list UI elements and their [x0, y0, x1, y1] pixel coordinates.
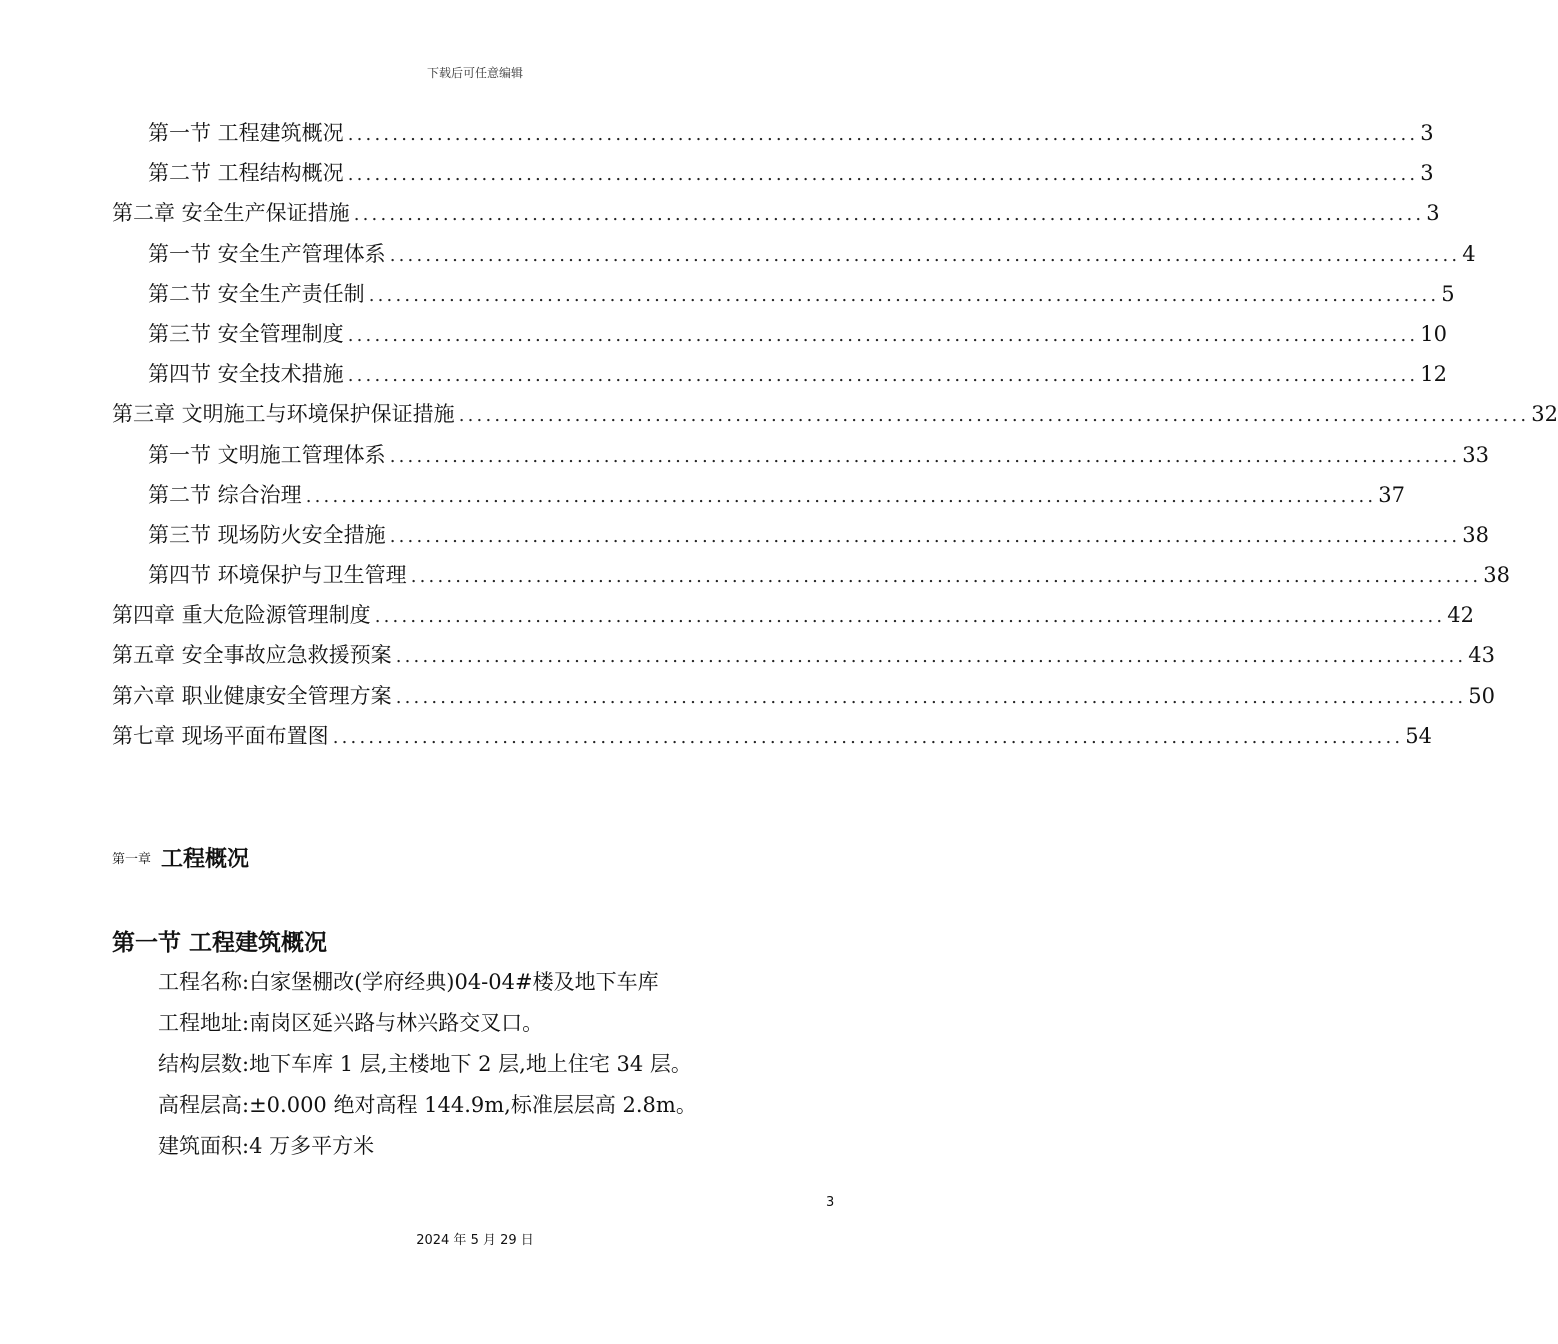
toc-entry-page: 5: [1441, 281, 1455, 306]
toc-entry-title: 第二节 工程结构概况: [148, 161, 344, 186]
toc-entry-title: 第一节 文明施工管理体系: [148, 442, 386, 467]
toc-entry-page: 3: [1420, 121, 1434, 145]
toc-entry[interactable]: [112, 394, 1558, 434]
toc-entry[interactable]: [112, 716, 1433, 756]
toc-entry[interactable]: [112, 635, 1496, 675]
toc-entry-page: 38: [1462, 522, 1490, 547]
toc-entry[interactable]: [112, 555, 1511, 595]
toc-entry-title: 第四章 重大危险源管理制度: [112, 603, 371, 628]
toc-entry-page: 12: [1420, 362, 1448, 387]
toc-entry[interactable]: [112, 274, 1455, 314]
toc-entry-page: 54: [1405, 723, 1433, 748]
toc-entry[interactable]: [112, 153, 1434, 193]
toc-entry-title: 第二节 安全生产责任制: [148, 281, 365, 306]
toc-leader-dots: ........................................................................................................................: [389, 525, 1461, 547]
toc-entry-page: 4: [1462, 241, 1476, 266]
info-line: 高程层高:±0.000 绝对高程 144.9m,标准层层高 2.8m。: [158, 1093, 697, 1117]
toc-leader-dots: ........................................................................................................................: [347, 164, 1419, 186]
toc-entry-page: 32: [1531, 402, 1558, 427]
toc-leader-dots: ........................................................................................................................: [347, 124, 1419, 145]
page-number: 3: [826, 1195, 835, 1210]
toc-entry-title: 第六章 职业健康安全管理方案: [112, 683, 392, 708]
chapter-heading: [112, 842, 249, 873]
toc-entry-title: 第四节 安全技术措施: [148, 362, 344, 387]
toc-entry[interactable]: [112, 113, 1434, 153]
toc-leader-dots: ........................................................................................................................: [389, 244, 1461, 266]
toc-entry[interactable]: [112, 515, 1490, 555]
chapter-title: 工程概况: [161, 847, 250, 872]
toc-entry-page: 37: [1378, 482, 1406, 507]
toc-leader-dots: ........................................................................................................................: [410, 566, 1482, 588]
toc-entry-page: 3: [1426, 201, 1440, 226]
toc-entry-page: 3: [1420, 161, 1434, 186]
toc-entry-title: 第二章 安全生产保证措施: [112, 201, 350, 226]
toc-leader-dots: ........................................................................................................................: [332, 726, 1404, 748]
toc-leader-dots: ........................................................................................................................: [305, 485, 1377, 507]
toc-entry-page: 50: [1468, 683, 1496, 708]
toc-entry-title: 第四节 环境保护与卫生管理: [148, 563, 407, 588]
toc-leader-dots: ........................................................................................................................: [395, 646, 1467, 668]
toc-entry-page: 38: [1483, 563, 1511, 588]
toc-entry-title: 第五章 安全事故应急救援预案: [112, 643, 392, 668]
toc-leader-dots: ........................................................................................................................: [374, 606, 1446, 628]
page-header: 下载后可任意编辑: [426, 66, 523, 80]
toc-entry[interactable]: [112, 676, 1496, 716]
toc-entry-title: 第一节 工程建筑概况: [148, 121, 344, 145]
toc-leader-dots: ........................................................................................................................: [389, 445, 1461, 467]
toc-entry-title: 第三章 文明施工与环境保护保证措施: [112, 402, 455, 427]
toc-entry[interactable]: [112, 354, 1448, 394]
toc-entry-page: 42: [1447, 603, 1475, 628]
toc-entry[interactable]: [112, 435, 1490, 475]
toc-entry-page: 33: [1462, 442, 1490, 467]
chapter-number: 第一章: [112, 852, 152, 867]
table-of-contents: [112, 113, 1558, 756]
toc-entry-title: 第一节 安全生产管理体系: [148, 241, 386, 266]
toc-entry[interactable]: [112, 314, 1448, 354]
toc-entry-page: 43: [1468, 643, 1496, 668]
section-heading: 第一节 工程建筑概况: [112, 930, 328, 956]
info-line: 建筑面积:4 万多平方米: [158, 1134, 375, 1158]
project-info: [158, 962, 858, 1167]
toc-leader-dots: ........................................................................................................................: [353, 204, 1425, 226]
page-footer-date: 2024 年 5 月 29 日: [416, 1233, 534, 1248]
toc-leader-dots: ........................................................................................................................: [347, 365, 1419, 387]
toc-entry-title: 第二节 综合治理: [148, 482, 302, 507]
toc-leader-dots: ........................................................................................................................: [368, 284, 1440, 306]
info-line: 结构层数:地下车库 1 层,主楼地下 2 层,地上住宅 34 层。: [158, 1052, 692, 1076]
toc-entry[interactable]: [112, 234, 1476, 274]
toc-leader-dots: ........................................................................................................................: [347, 324, 1419, 346]
toc-entry-title: 第三节 安全管理制度: [148, 321, 344, 346]
toc-entry[interactable]: [112, 193, 1440, 233]
info-line: 工程地址:南岗区延兴路与林兴路交叉口。: [158, 1011, 544, 1035]
toc-entry[interactable]: [112, 595, 1475, 635]
toc-entry-title: 第三节 现场防火安全措施: [148, 522, 386, 547]
info-line: 工程名称:白家堡棚改(学府经典)04-04#楼及地下车库: [158, 970, 659, 994]
toc-entry[interactable]: [112, 475, 1406, 515]
toc-entry-page: 10: [1420, 321, 1448, 346]
toc-leader-dots: ........................................................................................................................: [458, 405, 1530, 427]
toc-leader-dots: ........................................................................................................................: [395, 686, 1467, 708]
toc-entry-title: 第七章 现场平面布置图: [112, 723, 329, 748]
